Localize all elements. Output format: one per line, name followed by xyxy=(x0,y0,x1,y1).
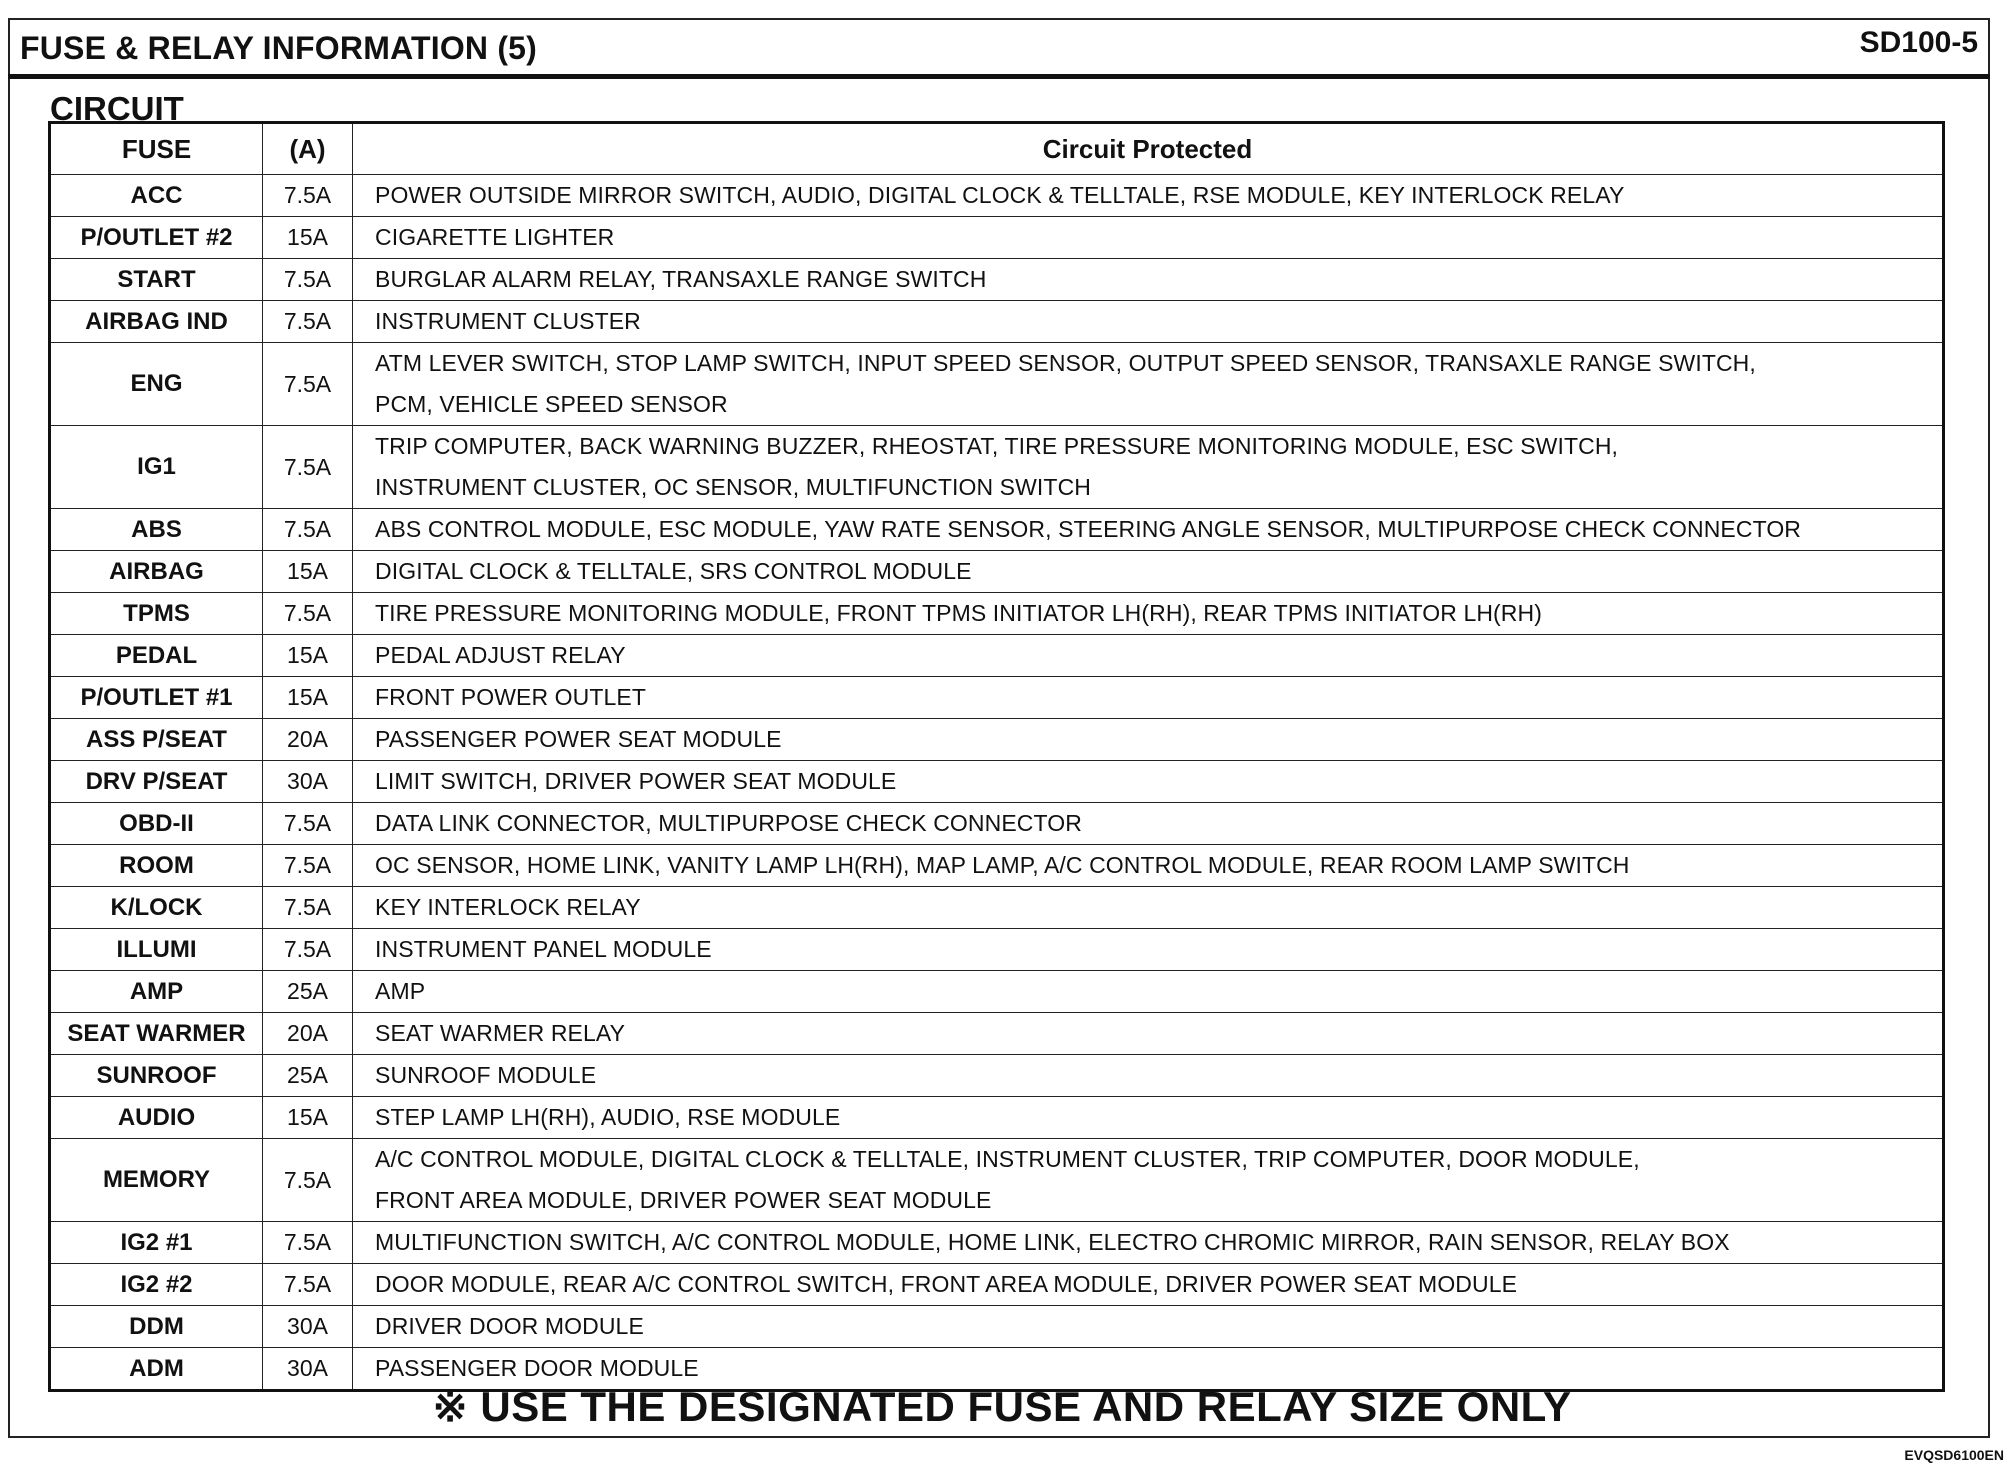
fuse-name-cell: ROOM xyxy=(50,845,263,887)
fuse-name-cell: START xyxy=(50,259,263,301)
table-row xyxy=(50,1139,1944,1222)
table-row xyxy=(50,1013,1944,1055)
amperage-cell: 7.5A xyxy=(263,343,353,426)
table-row xyxy=(50,301,1944,343)
amperage-cell: 20A xyxy=(263,719,353,761)
circuit-line: STEP LAMP LH(RH), AUDIO, RSE MODULE xyxy=(375,1104,841,1130)
fuse-name-cell: IG1 xyxy=(50,426,263,509)
circuit-protected-cell xyxy=(353,845,1944,887)
amperage-cell: 7.5A xyxy=(263,426,353,509)
reference-code: EVQSD6100EN xyxy=(1904,1447,2004,1463)
table-row xyxy=(50,719,1944,761)
circuit-line: OC SENSOR, HOME LINK, VANITY LAMP LH(RH), MAP LAMP, A/C CONTROL MODULE, REAR ROOM LAMP SWITCH xyxy=(375,852,1630,878)
circuit-protected-cell xyxy=(353,217,1944,259)
circuit-protected-cell xyxy=(353,509,1944,551)
circuit-line: BURGLAR ALARM RELAY, TRANSAXLE RANGE SWITCH xyxy=(375,266,987,292)
table-row xyxy=(50,217,1944,259)
circuit-line: DIGITAL CLOCK & TELLTALE, SRS CONTROL MODULE xyxy=(375,558,972,584)
table-row xyxy=(50,1055,1944,1097)
circuit-line: PEDAL ADJUST RELAY xyxy=(375,642,626,668)
circuit-protected-cell xyxy=(353,593,1944,635)
circuit-protected-cell xyxy=(353,259,1944,301)
table-row xyxy=(50,677,1944,719)
table-row xyxy=(50,761,1944,803)
table-row xyxy=(50,971,1944,1013)
circuit-protected-cell xyxy=(353,1222,1944,1264)
circuit-line: POWER OUTSIDE MIRROR SWITCH, AUDIO, DIGITAL CLOCK & TELLTALE, RSE MODULE, KEY INTERLOCK RELAY xyxy=(375,182,1625,208)
circuit-line-continued: INSTRUMENT CLUSTER, OC SENSOR, MULTIFUNCTION SWITCH xyxy=(375,474,1091,500)
amperage-cell: 7.5A xyxy=(263,175,353,217)
table-row xyxy=(50,929,1944,971)
fuse-name-cell: AMP xyxy=(50,971,263,1013)
circuit-line: PASSENGER DOOR MODULE xyxy=(375,1355,699,1381)
amperage-cell: 7.5A xyxy=(263,929,353,971)
circuit-protected-cell xyxy=(353,929,1944,971)
circuit-line-continued: PCM, VEHICLE SPEED SENSOR xyxy=(375,391,728,417)
amperage-cell: 7.5A xyxy=(263,593,353,635)
amperage-cell: 15A xyxy=(263,677,353,719)
circuit-protected-cell xyxy=(353,1055,1944,1097)
amperage-cell: 7.5A xyxy=(263,1139,353,1222)
circuit-line: SUNROOF MODULE xyxy=(375,1062,597,1088)
table-row xyxy=(50,1222,1944,1264)
circuit-protected-cell xyxy=(353,1097,1944,1139)
circuit-line-continued: FRONT AREA MODULE, DRIVER POWER SEAT MODULE xyxy=(375,1187,992,1213)
circuit-protected-cell xyxy=(353,971,1944,1013)
table-row xyxy=(50,175,1944,217)
amperage-cell: 7.5A xyxy=(263,803,353,845)
amperage-cell: 7.5A xyxy=(263,845,353,887)
fuse-name-cell: ASS P/SEAT xyxy=(50,719,263,761)
table-row xyxy=(50,426,1944,509)
circuit-line: LIMIT SWITCH, DRIVER POWER SEAT MODULE xyxy=(375,768,897,794)
table-header-row xyxy=(50,123,1944,175)
amperage-cell: 15A xyxy=(263,1097,353,1139)
amperage-cell: 30A xyxy=(263,761,353,803)
circuit-protected-cell xyxy=(353,1306,1944,1348)
amperage-cell: 7.5A xyxy=(263,887,353,929)
fuse-name-cell: ILLUMI xyxy=(50,929,263,971)
circuit-protected-cell xyxy=(353,175,1944,217)
circuit-protected-cell xyxy=(353,635,1944,677)
fuse-name-cell: AIRBAG IND xyxy=(50,301,263,343)
fuse-name-cell: IG2 #2 xyxy=(50,1264,263,1306)
fuse-name-cell: ENG xyxy=(50,343,263,426)
circuit-line: INSTRUMENT PANEL MODULE xyxy=(375,936,712,962)
section-code: SD100-5 xyxy=(1859,26,1978,59)
fuse-name-cell: SEAT WARMER xyxy=(50,1013,263,1055)
circuit-line: INSTRUMENT CLUSTER xyxy=(375,308,641,334)
circuit-line: FRONT POWER OUTLET xyxy=(375,684,646,710)
circuit-line: DATA LINK CONNECTOR, MULTIPURPOSE CHECK CONNECTOR xyxy=(375,810,1082,836)
amperage-cell: 15A xyxy=(263,551,353,593)
fuse-name-cell: AUDIO xyxy=(50,1097,263,1139)
column-header-fuse: FUSE xyxy=(50,123,263,175)
amperage-cell: 7.5A xyxy=(263,301,353,343)
fuse-name-cell: ADM xyxy=(50,1348,263,1391)
amperage-cell: 7.5A xyxy=(263,1222,353,1264)
circuit-line: KEY INTERLOCK RELAY xyxy=(375,894,641,920)
section-label: CIRCUIT xyxy=(50,90,184,127)
amperage-cell: 7.5A xyxy=(263,259,353,301)
amperage-cell: 15A xyxy=(263,635,353,677)
fuse-name-cell: SUNROOF xyxy=(50,1055,263,1097)
fuse-name-cell: ACC xyxy=(50,175,263,217)
amperage-cell: 15A xyxy=(263,217,353,259)
amperage-cell: 25A xyxy=(263,971,353,1013)
fuse-name-cell: DRV P/SEAT xyxy=(50,761,263,803)
fuse-name-cell: ABS xyxy=(50,509,263,551)
amperage-cell: 25A xyxy=(263,1055,353,1097)
table-row xyxy=(50,1306,1944,1348)
fuse-name-cell: K/LOCK xyxy=(50,887,263,929)
amperage-cell: 20A xyxy=(263,1013,353,1055)
fuse-name-cell: PEDAL xyxy=(50,635,263,677)
fuse-name-cell: AIRBAG xyxy=(50,551,263,593)
table-row xyxy=(50,259,1944,301)
fuse-name-cell: TPMS xyxy=(50,593,263,635)
table-row xyxy=(50,887,1944,929)
table-row xyxy=(50,845,1944,887)
circuit-line: PASSENGER POWER SEAT MODULE xyxy=(375,726,782,752)
table-row xyxy=(50,803,1944,845)
circuit-protected-cell xyxy=(353,803,1944,845)
table-body xyxy=(50,175,1944,1391)
circuit-line: MULTIFUNCTION SWITCH, A/C CONTROL MODULE, HOME LINK, ELECTRO CHROMIC MIRROR, RAIN SENSOR, RELAY BOX xyxy=(375,1229,1730,1255)
table-row xyxy=(50,509,1944,551)
page-title: FUSE & RELAY INFORMATION (5) xyxy=(20,30,538,66)
table-row xyxy=(50,343,1944,426)
circuit-line: CIGARETTE LIGHTER xyxy=(375,224,615,250)
circuit-line: AMP xyxy=(375,978,426,1004)
header-divider xyxy=(8,74,1990,79)
table-row xyxy=(50,593,1944,635)
circuit-line: ABS CONTROL MODULE, ESC MODULE, YAW RATE SENSOR, STEERING ANGLE SENSOR, MULTIPURPOSE CHECK CONNECTOR xyxy=(375,516,1802,542)
circuit-line: SEAT WARMER RELAY xyxy=(375,1020,626,1046)
amperage-cell: 30A xyxy=(263,1306,353,1348)
fuse-name-cell: P/OUTLET #1 xyxy=(50,677,263,719)
fuse-name-cell: IG2 #1 xyxy=(50,1222,263,1264)
amperage-cell: 7.5A xyxy=(263,509,353,551)
circuit-protected-cell xyxy=(353,887,1944,929)
circuit-protected-cell xyxy=(353,551,1944,593)
circuit-line: A/C CONTROL MODULE, DIGITAL CLOCK & TELLTALE, INSTRUMENT CLUSTER, TRIP COMPUTER, DOOR MODULE, xyxy=(375,1146,1640,1172)
table-row xyxy=(50,1097,1944,1139)
circuit-line: DOOR MODULE, REAR A/C CONTROL SWITCH, FRONT AREA MODULE, DRIVER POWER SEAT MODULE xyxy=(375,1271,1518,1297)
circuit-protected-cell xyxy=(353,1139,1944,1222)
circuit-protected-cell xyxy=(353,426,1944,509)
circuit-line: ATM LEVER SWITCH, STOP LAMP SWITCH, INPUT SPEED SENSOR, OUTPUT SPEED SENSOR, TRANSAXLE RANGE SWITCH, xyxy=(375,350,1756,376)
fuse-name-cell: P/OUTLET #2 xyxy=(50,217,263,259)
fuse-name-cell: DDM xyxy=(50,1306,263,1348)
circuit-protected-cell xyxy=(353,343,1944,426)
amperage-cell: 7.5A xyxy=(263,1264,353,1306)
column-header-amp: (A) xyxy=(263,123,353,175)
footer-warning: ※ USE THE DESIGNATED FUSE AND RELAY SIZE ONLY xyxy=(432,1383,1572,1430)
amperage-cell: 30A xyxy=(263,1348,353,1391)
table-row xyxy=(50,635,1944,677)
column-header-circuit: Circuit Protected xyxy=(353,123,1944,175)
circuit-line: DRIVER DOOR MODULE xyxy=(375,1313,644,1339)
circuit-protected-cell xyxy=(353,301,1944,343)
fuse-table xyxy=(48,121,1945,1392)
circuit-line: TRIP COMPUTER, BACK WARNING BUZZER, RHEOSTAT, TIRE PRESSURE MONITORING MODULE, ESC SWITCH, xyxy=(375,433,1619,459)
circuit-protected-cell xyxy=(353,719,1944,761)
circuit-line: TIRE PRESSURE MONITORING MODULE, FRONT TPMS INITIATOR LH(RH), REAR TPMS INITIATOR LH(RH) xyxy=(375,600,1542,626)
circuit-protected-cell xyxy=(353,677,1944,719)
circuit-protected-cell xyxy=(353,1013,1944,1055)
table-row xyxy=(50,551,1944,593)
circuit-protected-cell xyxy=(353,761,1944,803)
table-row xyxy=(50,1264,1944,1306)
fuse-name-cell: MEMORY xyxy=(50,1139,263,1222)
circuit-protected-cell xyxy=(353,1264,1944,1306)
fuse-name-cell: OBD-II xyxy=(50,803,263,845)
